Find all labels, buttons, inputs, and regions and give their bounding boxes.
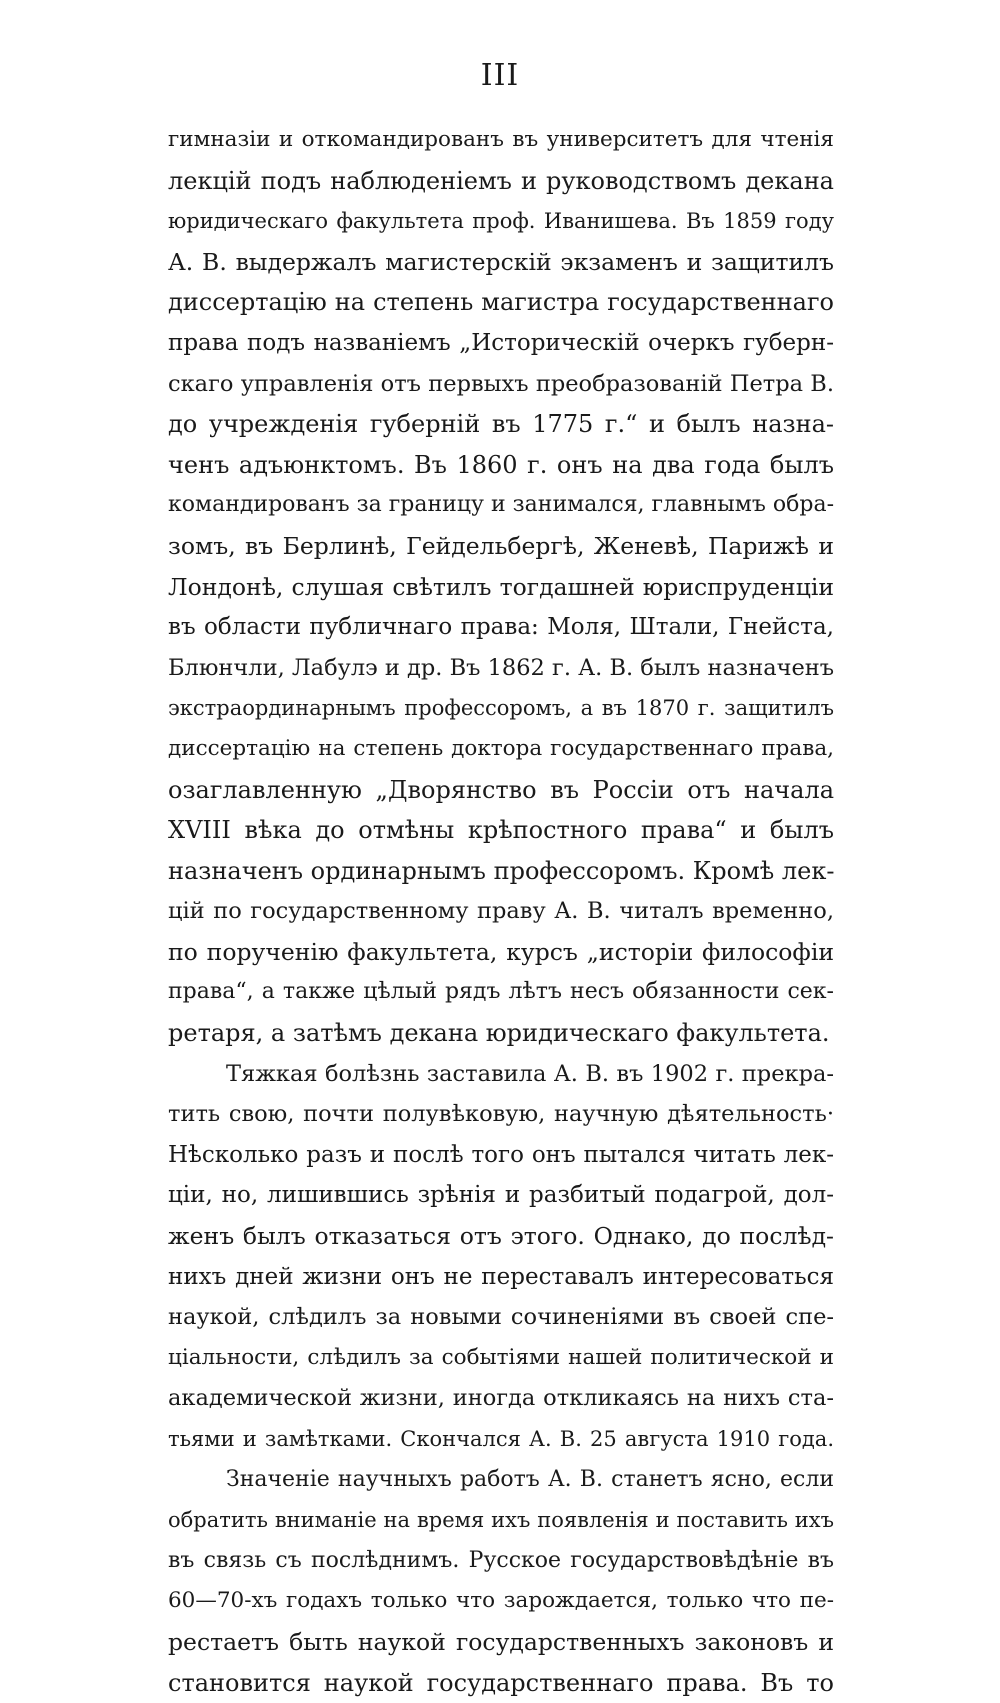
text-line: лекцій подъ наблюденіемъ и руководствомъ декана — [168, 166, 834, 195]
text-line: нихъ дней жизни онъ не переставалъ интересоваться — [168, 1263, 834, 1290]
text-line: въ связь съ послѣднимъ. Русское государствовѣдѣніе въ — [168, 1547, 834, 1573]
text-line: командированъ за границу и занимался, главнымъ обра- — [168, 492, 834, 518]
text-line: ченъ адъюнктомъ. Въ 1860 г. онъ на два года былъ — [168, 450, 834, 479]
text-line: озаглавленную „Дворянство въ Россіи отъ начала — [168, 775, 834, 804]
text-line: права подъ названіемъ „Историческій очеркъ губерн- — [168, 329, 834, 356]
text-line: ретаря, а затѣмъ декана юридическаго факультета. — [168, 1019, 830, 1048]
text-line: Блюнчли, Лабулэ и др. Въ 1862 г. А. В. былъ назначенъ — [168, 654, 835, 681]
text-line: XVIII вѣка до отмѣны крѣпостного права“ и былъ — [168, 816, 834, 845]
text-line: ціальности, слѣдилъ за событіями нашей политической и — [168, 1344, 834, 1370]
text-line: Нѣсколько разъ и послѣ того онъ пытался читать лек- — [168, 1141, 834, 1168]
text-line: юридическаго факультета проф. Иванишева. Въ 1859 году — [168, 209, 834, 234]
page-number: III — [480, 58, 520, 93]
text-line: скаго управленія отъ первыхъ преобразованій Петра В. — [168, 370, 834, 397]
text-line: назначенъ ординарнымъ профессоромъ. Кромѣ лек- — [168, 856, 835, 885]
text-line: цій по государственному праву А. В. читалъ временно, — [168, 898, 834, 925]
text-line: Тяжкая болѣзнь заставила А. В. въ 1902 г. прекра- — [226, 1060, 834, 1087]
paragraph — [168, 1460, 834, 1703]
paragraph — [168, 1054, 834, 1460]
text-line: женъ былъ отказаться отъ этого. Однако, до послѣд- — [168, 1222, 834, 1251]
body-text — [168, 120, 834, 1703]
text-line: 60—70-хъ годахъ только что зарождается, только что пе- — [168, 1588, 834, 1614]
text-line: ціи, но, лишившись зрѣнія и разбитый подагрой, дол- — [168, 1182, 834, 1209]
text-line: диссертацію на степень доктора государственнаго права, — [168, 735, 834, 761]
text-line: зомъ, въ Берлинѣ, Гейдельбергѣ, Женевѣ, Парижѣ и — [168, 531, 834, 560]
text-line: тьями и замѣтками. Скончался А. В. 25 августа 1910 года. — [168, 1427, 834, 1451]
text-line: тить свою, почти полувѣковую, научную дѣятельность· — [168, 1101, 834, 1128]
text-line: экстраординарнымъ профессоромъ, а въ 1870 г. защитилъ — [168, 696, 834, 721]
text-line: въ области публичнаго права: Моля, Штали, Гнейста, — [168, 614, 834, 641]
paragraph — [168, 120, 834, 1054]
text-line: А. В. выдержалъ магистерскій экзаменъ и защитилъ — [168, 247, 834, 276]
text-line: гимназіи и откомандированъ въ университетъ для чтенія — [168, 127, 834, 152]
text-line: до учрежденія губерній въ 1775 г.“ и былъ назна- — [168, 410, 834, 439]
text-line: наукой, слѣдилъ за новыми сочиненіями въ своей спе- — [168, 1304, 834, 1331]
text-line: Значеніе научныхъ работъ А. В. станетъ ясно, если — [226, 1466, 834, 1492]
text-line: права“, а также цѣлый рядъ лѣтъ несъ обязанности сек- — [168, 979, 834, 1005]
text-line: академической жизни, иногда откликаясь на нихъ ста- — [168, 1385, 834, 1412]
text-line: рестаетъ быть наукой государственныхъ законовъ и — [168, 1627, 834, 1656]
text-line: обратить вниманіе на время ихъ появленія и поставить ихъ — [168, 1508, 834, 1533]
text-line: становится наукой государственнаго права. Въ то — [168, 1668, 834, 1697]
text-line: Лондонѣ, слушая свѣтилъ тогдашней юриспруденціи — [168, 572, 834, 601]
text-line: диссертацію на степень магистра государственнаго — [168, 288, 834, 317]
text-line: по порученію факультета, курсъ „исторіи философіи — [168, 937, 834, 966]
